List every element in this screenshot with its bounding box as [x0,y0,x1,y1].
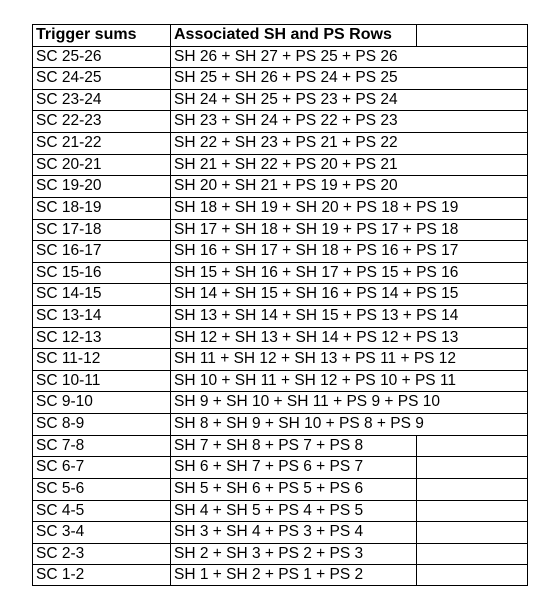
empty-cell [416,435,528,458]
associated-rows-cell: SH 20 + SH 21 + PS 19 + PS 20 [170,175,528,198]
associated-rows-cell: SH 22 + SH 23 + PS 21 + PS 22 [170,132,528,155]
trigger-sum-cell: SC 20-21 [32,154,170,177]
associated-rows-cell: SH 4 + SH 5 + PS 4 + PS 5 [170,500,416,523]
trigger-sum-cell: SC 16-17 [32,240,170,263]
associated-rows-cell: SH 10 + SH 11 + SH 12 + PS 10 + PS 11 [170,370,528,393]
trigger-sum-cell: SC 24-25 [32,67,170,90]
associated-rows-cell: SH 15 + SH 16 + SH 17 + PS 15 + PS 16 [170,262,528,285]
associated-rows-cell: SH 6 + SH 7 + PS 6 + PS 7 [170,456,416,479]
empty-cell [416,478,528,501]
header-associated-rows: Associated SH and PS Rows [170,24,416,47]
trigger-sum-cell: SC 25-26 [32,46,170,69]
associated-rows-cell: SH 14 + SH 15 + SH 16 + PS 14 + PS 15 [170,283,528,306]
associated-rows-cell: SH 16 + SH 17 + SH 18 + PS 16 + PS 17 [170,240,528,263]
trigger-sum-cell: SC 17-18 [32,219,170,242]
associated-rows-cell: SH 17 + SH 18 + SH 19 + PS 17 + PS 18 [170,219,528,242]
trigger-sum-cell: SC 9-10 [32,391,170,414]
trigger-sum-cell: SC 1-2 [32,564,170,586]
trigger-sum-cell: SC 4-5 [32,500,170,523]
trigger-sum-cell: SC 6-7 [32,456,170,479]
trigger-sum-cell: SC 15-16 [32,262,170,285]
trigger-sum-cell: SC 2-3 [32,543,170,566]
trigger-sum-cell: SC 22-23 [32,110,170,133]
associated-rows-cell: SH 11 + SH 12 + SH 13 + PS 11 + PS 12 [170,348,528,371]
empty-cell [416,456,528,479]
trigger-sum-cell: SC 18-19 [32,197,170,220]
associated-rows-cell: SH 3 + SH 4 + PS 3 + PS 4 [170,521,416,544]
associated-rows-cell: SH 9 + SH 10 + SH 11 + PS 9 + PS 10 [170,391,528,414]
associated-rows-cell: SH 12 + SH 13 + SH 14 + PS 12 + PS 13 [170,327,528,350]
trigger-sum-cell: SC 3-4 [32,521,170,544]
associated-rows-cell: SH 23 + SH 24 + PS 22 + PS 23 [170,110,528,133]
trigger-sum-cell: SC 13-14 [32,305,170,328]
associated-rows-cell: SH 5 + SH 6 + PS 5 + PS 6 [170,478,416,501]
associated-rows-cell: SH 24 + SH 25 + PS 23 + PS 24 [170,89,528,112]
trigger-sum-cell: SC 8-9 [32,413,170,436]
trigger-sum-cell: SC 12-13 [32,327,170,350]
trigger-sum-cell: SC 21-22 [32,132,170,155]
trigger-sum-cell: SC 5-6 [32,478,170,501]
trigger-sum-cell: SC 19-20 [32,175,170,198]
trigger-sum-cell: SC 23-24 [32,89,170,112]
trigger-sum-cell: SC 11-12 [32,348,170,371]
trigger-sum-cell: SC 14-15 [32,283,170,306]
associated-rows-cell: SH 26 + SH 27 + PS 25 + PS 26 [170,46,528,69]
trigger-sums-table [32,24,528,586]
empty-cell [416,500,528,523]
header-empty-cell [416,24,528,47]
associated-rows-cell: SH 21 + SH 22 + PS 20 + PS 21 [170,154,528,177]
associated-rows-cell: SH 7 + SH 8 + PS 7 + PS 8 [170,435,416,458]
associated-rows-cell: SH 1 + SH 2 + PS 1 + PS 2 [170,564,416,586]
associated-rows-cell: SH 8 + SH 9 + SH 10 + PS 8 + PS 9 [170,413,528,436]
trigger-sum-cell: SC 10-11 [32,370,170,393]
associated-rows-cell: SH 13 + SH 14 + SH 15 + PS 13 + PS 14 [170,305,528,328]
empty-cell [416,543,528,566]
associated-rows-cell: SH 25 + SH 26 + PS 24 + PS 25 [170,67,528,90]
associated-rows-cell: SH 2 + SH 3 + PS 2 + PS 3 [170,543,416,566]
empty-cell [416,521,528,544]
empty-cell [416,564,528,586]
header-trigger-sums: Trigger sums [32,24,170,47]
associated-rows-cell: SH 18 + SH 19 + SH 20 + PS 18 + PS 19 [170,197,528,220]
trigger-sum-cell: SC 7-8 [32,435,170,458]
